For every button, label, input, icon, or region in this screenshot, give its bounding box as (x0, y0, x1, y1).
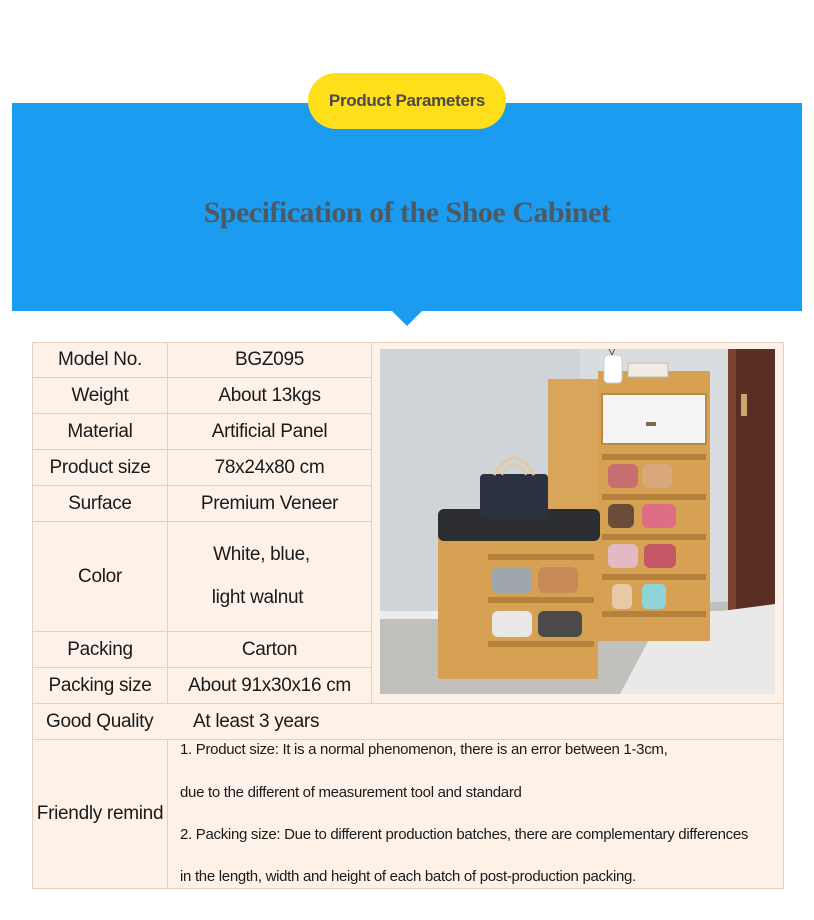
remind-label: Friendly remind (32, 739, 168, 889)
spec-value-color-cell (167, 521, 372, 632)
quality-value: At least 3 years (193, 710, 320, 732)
spec-value-color-line1: White, blue, (213, 544, 310, 566)
spec-value-packing: Carton (167, 631, 372, 668)
spec-value-color-line2: light walnut (211, 586, 304, 608)
spec-label-product-size: Product size (32, 449, 168, 486)
remind-line-2: due to the different of measurement tool and standard (180, 784, 522, 801)
remind-line-1: 1. Product size: It is a normal phenomenon, there is an error between 1-3cm, (180, 741, 668, 758)
spec-label-packing-size: Packing size (32, 667, 168, 704)
spec-label-model: Model No. (32, 342, 168, 378)
quality-label: Good Quality (46, 710, 154, 732)
spec-value-product-size: 78x24x80 cm (167, 449, 372, 486)
shoe-cabinet-photo (380, 349, 775, 694)
spec-value-weight: About 13kgs (167, 377, 372, 414)
banner-pointer (391, 310, 423, 326)
remind-line-3: 2. Packing size: Due to different production batches, there are complementary differences (180, 826, 749, 843)
product-parameters-badge: Product Parameters (308, 73, 506, 129)
spec-label-color: Color (32, 521, 168, 632)
spec-label-material: Material (32, 413, 168, 450)
remind-text-cell (167, 739, 784, 889)
spec-label-packing: Packing (32, 631, 168, 668)
spec-value-packing-size: About 91x30x16 cm (167, 667, 372, 704)
remind-line-4: in the length, width and height of each batch of post-production packing. (180, 868, 636, 885)
spec-value-surface: Premium Veneer (167, 485, 372, 522)
quality-row (32, 703, 784, 740)
spec-value-material: Artificial Panel (167, 413, 372, 450)
spec-value-model: BGZ095 (167, 342, 372, 378)
spec-label-surface: Surface (32, 485, 168, 522)
page-title: Specification of the Shoe Cabinet (203, 196, 611, 229)
spec-label-weight: Weight (32, 377, 168, 414)
